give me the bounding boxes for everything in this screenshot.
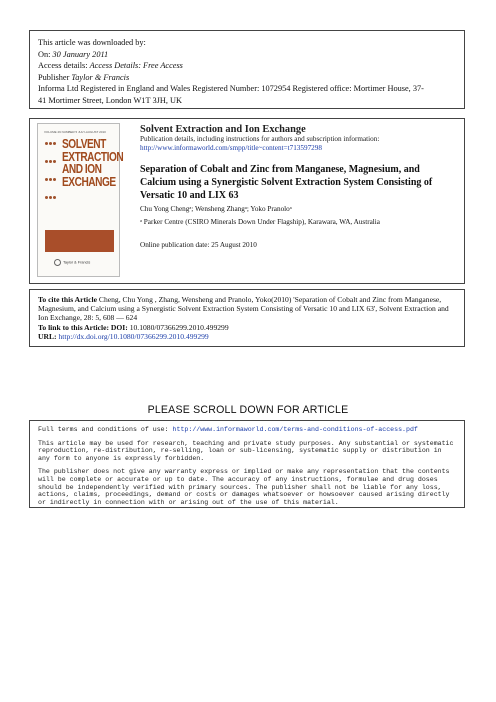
cover-color-band	[45, 230, 114, 252]
terms-url-line	[38, 426, 456, 434]
cover-dots-decoration	[45, 142, 59, 214]
doi-value[interactable]: 10.1080/07366299.2010.499299	[129, 322, 229, 332]
doi-url-link[interactable]: http://dx.doi.org/10.1080/07366299.2010.499299	[58, 331, 209, 341]
publication-details: Publication details, including instructions for authors and subscription information:	[140, 135, 380, 143]
url-label: URL:	[38, 331, 59, 341]
online-publication-date: Online publication date: 25 August 2010	[140, 241, 257, 249]
journal-cover-image	[37, 123, 124, 277]
access-label: Access details:	[38, 61, 90, 71]
article-authors: Chu Yong Chengᵃ; Wensheng Zhangᵃ; Yoko Pranoloᵃ	[140, 205, 292, 213]
terms-paragraph-2: The publisher does not give any warranty express or implied or make any representation that the contents will be complete or accurate or up to date. The accuracy of any instructions, formulae and drug doses should be independently verified with primary sources. The publisher shall not be liable for any loss, actions, claims, proceedings, demand or costs or damages whatsoever or howsoever caused arising directly or indirectly in connection with or arising out of the use of this material.	[38, 468, 450, 506]
registration-line-1: Informa Ltd Registered in England and Wales Registered Number: 1072954 Registered office: Mortimer House, 37-	[38, 84, 424, 94]
publisher-label: Publisher	[38, 72, 72, 82]
download-date-line	[38, 49, 456, 61]
terms-link[interactable]: http://www.informaworld.com/terms-and-conditions-of-access.pdf	[172, 426, 418, 433]
cover-publisher	[54, 259, 90, 266]
journal-name: Solvent Extraction and Ion Exchange	[140, 124, 306, 135]
citation-box	[29, 289, 465, 347]
publisher-line	[38, 72, 456, 84]
url-line	[38, 332, 456, 341]
cite-text: Cheng, Chu Yong , Zhang, Wensheng and Pranolo, Yoko(2010) 'Separation of Cobalt and Zinc from Manganese, Magnesium, and Calcium using a Synergistic Solvent Extraction System Consisting of Versatic 10 and LIX 63', Solvent Extraction and Ion Exchange, 28: 5, 608 — 624	[38, 295, 449, 323]
registration-line-2: 41 Mortimer Street, London W1T 3JH, UK	[38, 95, 182, 105]
cover-title: SOLVENT EXTRACTION AND ION EXCHANGE	[62, 136, 124, 189]
download-line: This article was downloaded by:	[38, 38, 146, 47]
subscription-link[interactable]: http://www.informaworld.com/smpp/title~content=t713597298	[140, 144, 322, 152]
doi-line	[38, 323, 456, 332]
terms-paragraph-1: This article may be used for research, teaching and private study purposes. Any substantial or systematic reproduction, re-distribution, re-selling, loan or sub-licensing, systematic supply or distribution in any form to anyone is expressly forbidden.	[38, 439, 454, 462]
full-terms-label: Full terms and conditions of use:	[38, 426, 173, 433]
on-value: 30 January 2011	[52, 49, 109, 59]
download-notice-box	[29, 30, 465, 109]
scroll-down-message: PLEASE SCROLL DOWN FOR ARTICLE	[147, 404, 349, 416]
article-affiliation: ᵃ Parker Centre (CSIRO Minerals Down Under Flagship), Karawara, WA, Australia	[140, 217, 380, 226]
cover-publisher-label: Taylor & Francis	[63, 260, 91, 265]
terms-box	[29, 420, 465, 508]
cite-label: To cite this Article	[38, 295, 99, 304]
article-title: Separation of Cobalt and Zinc from Manganese, Magnesium, and Calcium using a Synergistic Solvent Extraction System Consisting of Versatic 10 and LIX 63	[140, 164, 433, 201]
access-value: Access Details: Free Access	[89, 61, 183, 71]
on-label: On:	[38, 49, 53, 59]
publisher-logo-icon	[54, 259, 61, 266]
doi-label: To link to this Article: DOI:	[38, 322, 130, 332]
publisher-value: Taylor & Francis	[71, 72, 130, 82]
access-details-line	[38, 60, 456, 72]
article-details	[140, 124, 458, 249]
cover-volume-line: VOLUME 29 NUMBER 5 JULY-AUGUST 2010	[44, 130, 106, 134]
cite-line	[38, 295, 456, 323]
